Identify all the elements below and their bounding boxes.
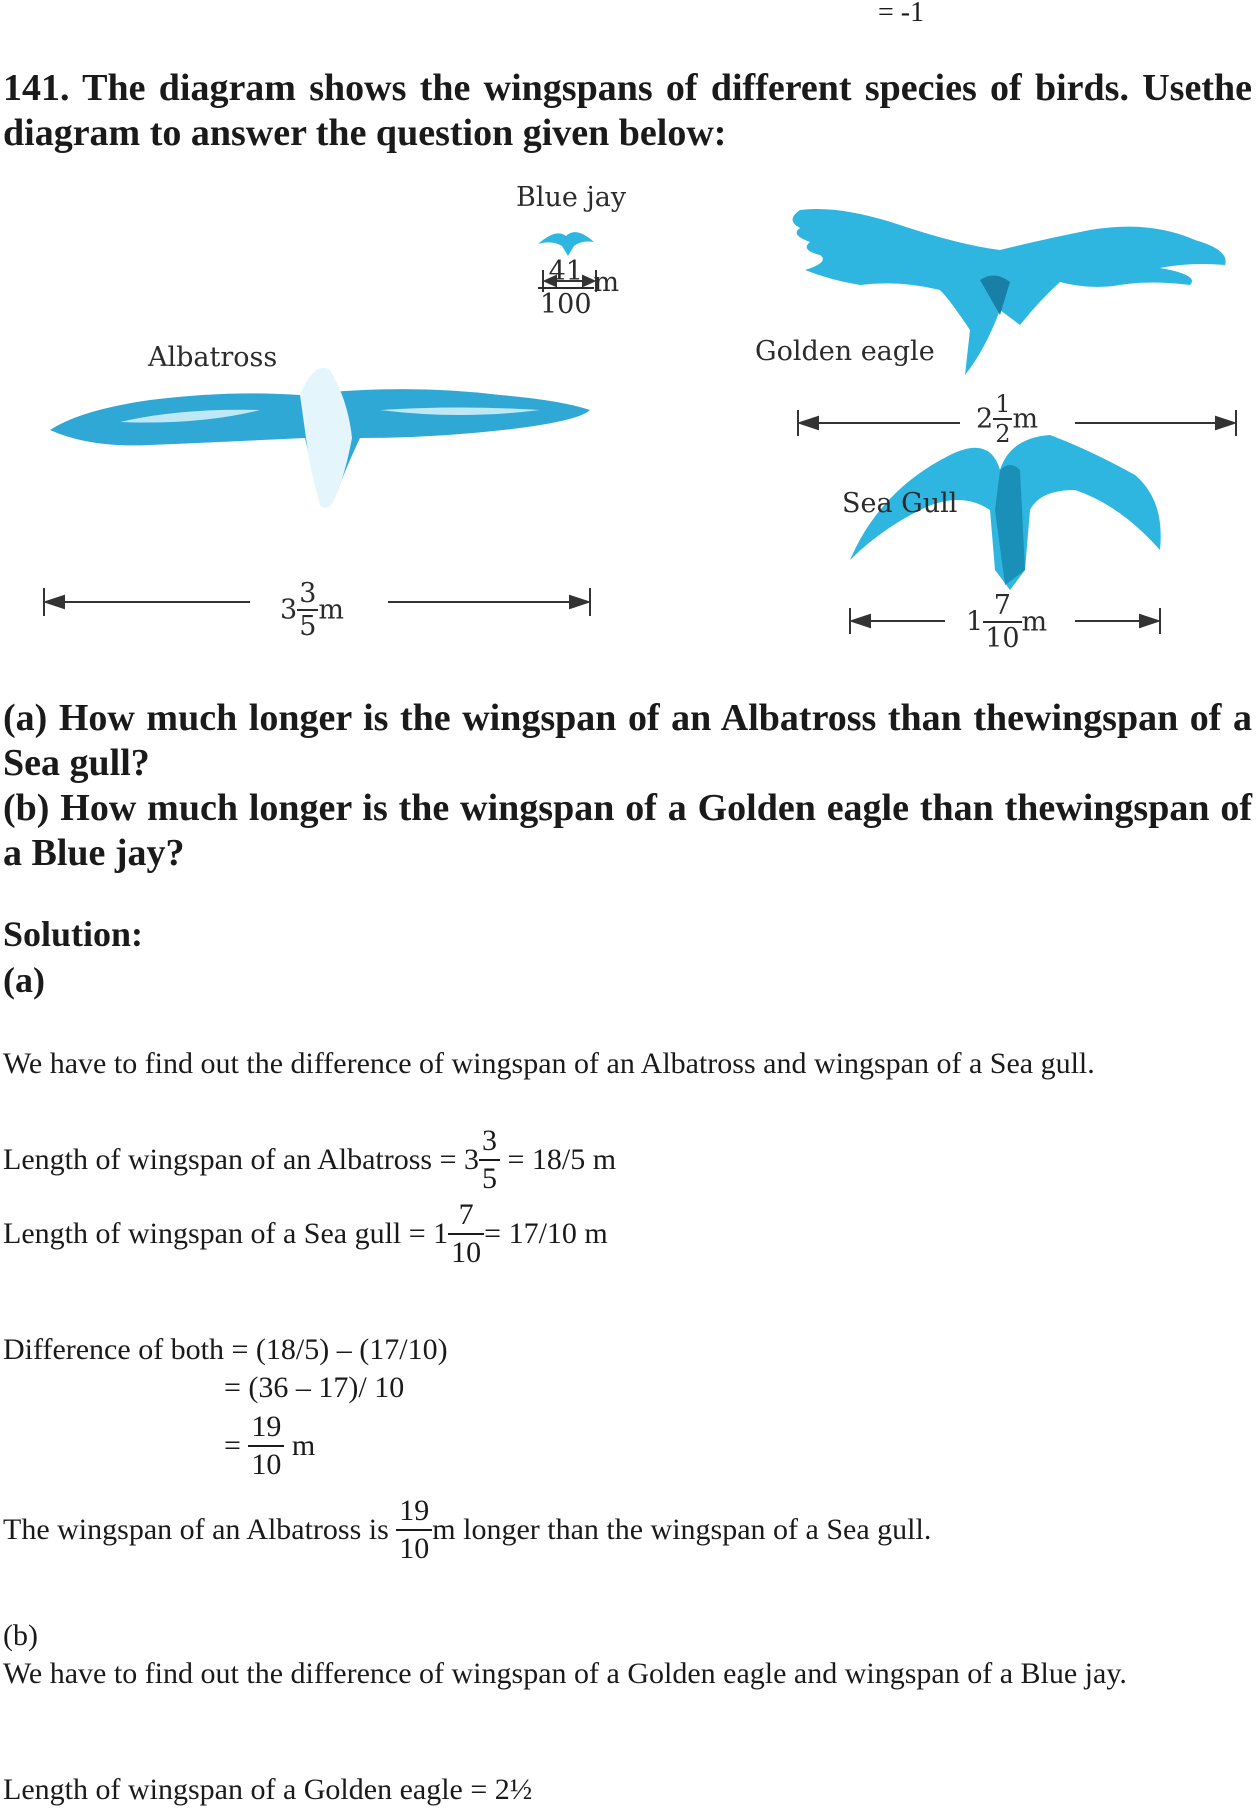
blue-jay-wingspan	[538, 258, 619, 318]
albatross-denominator: 5	[299, 611, 317, 642]
albatross-label: Albatross	[148, 342, 278, 373]
wingspan-diagram	[0, 170, 1257, 680]
seagull-length-prefix: Length of wingspan of a Sea gull = 1	[3, 1217, 449, 1250]
previous-result: = -1	[878, 0, 925, 28]
conclusion-a-suffix: m longer than the wingspan of a Sea gull.	[432, 1513, 932, 1546]
blue-jay-illustration	[538, 232, 594, 256]
albatross-length-denominator: 5	[479, 1159, 500, 1194]
conclusion-a-prefix: The wingspan of an Albatross is	[3, 1513, 397, 1546]
albatross-length-prefix: Length of wingspan of an Albatross = 3	[3, 1143, 480, 1176]
conclusion-a	[3, 1496, 931, 1564]
seagull-length-fraction	[448, 1200, 484, 1268]
difference-line-2: = (36 – 17)/ 10	[224, 1371, 405, 1404]
blue-jay-denominator: 100	[540, 289, 592, 320]
sea-gull-unit: m	[1021, 606, 1048, 638]
solution-heading: Solution:	[3, 914, 144, 954]
conclusion-a-denominator: 10	[396, 1529, 432, 1564]
albatross-fraction	[297, 580, 318, 640]
golden-eagle-whole: 2	[976, 403, 994, 435]
sea-gull-numerator: 7	[993, 590, 1011, 621]
blue-jay-unit: m	[593, 266, 620, 298]
seagull-length-numerator: 7	[458, 1198, 474, 1231]
difference-result-fraction	[248, 1412, 284, 1480]
blue-jay-numerator: 41	[548, 256, 583, 287]
sea-gull-denominator: 10	[985, 623, 1020, 654]
solution-part-a-label: (a)	[3, 960, 45, 1000]
difference-line-3	[224, 1412, 315, 1480]
sea-gull-wingspan	[966, 592, 1047, 652]
albatross-length-suffix: = 18/5 m	[500, 1143, 617, 1176]
difference-result-numerator: 19	[251, 1410, 282, 1443]
albatross-length-fraction	[479, 1126, 500, 1194]
golden-eagle-unit: m	[1012, 403, 1039, 435]
solution-part-b-label: (b)	[3, 1619, 38, 1652]
albatross-numerator: 3	[299, 578, 317, 609]
albatross-whole: 3	[280, 594, 298, 626]
golden-eagle-label: Golden eagle	[755, 336, 935, 367]
part-a-intro: We have to find out the difference of wingspan of an Albatross and wingspan of a Sea gull.	[3, 1047, 1095, 1080]
golden-eagle-numerator: 1	[995, 390, 1011, 418]
birds-illustration	[0, 170, 1257, 680]
question-part-b: (b) How much longer is the wingspan of a Golden eagle than thewingspan of a Blue jay?	[3, 787, 1252, 874]
part-b-intro: We have to find out the difference of wingspan of a Golden eagle and wingspan of a Blue jay.	[3, 1657, 1127, 1690]
seagull-length-denominator: 10	[448, 1233, 484, 1268]
albatross-length-line	[3, 1126, 616, 1194]
blue-jay-label: Blue jay	[516, 182, 627, 213]
golden-eagle-length-line: Length of wingspan of a Golden eagle = 2½	[3, 1773, 533, 1806]
albatross-wingspan	[280, 580, 344, 640]
golden-eagle-wingspan	[976, 392, 1038, 446]
sea-gull-fraction	[983, 592, 1021, 652]
difference-result-unit: m	[284, 1429, 316, 1462]
difference-line-1: Difference of both = (18/5) – (17/10)	[3, 1333, 448, 1366]
question-part-a: (a) How much longer is the wingspan of an Albatross than thewingspan of a Sea gull?	[3, 697, 1252, 784]
albatross-unit: m	[318, 594, 344, 626]
golden-eagle-denominator: 2	[995, 420, 1011, 448]
blue-jay-fraction	[538, 258, 594, 318]
conclusion-a-fraction	[396, 1496, 432, 1564]
golden-eagle-fraction	[993, 392, 1012, 446]
difference-result-prefix: =	[224, 1429, 249, 1462]
albatross-illustration	[50, 368, 590, 508]
sea-gull-whole: 1	[966, 606, 984, 638]
question-text: 141. The diagram shows the wingspans of different species of birds. Usethe diagram to answer the question given below:	[3, 67, 1252, 154]
albatross-length-numerator: 3	[482, 1124, 498, 1157]
seagull-length-suffix: = 17/10 m	[484, 1217, 608, 1250]
difference-result-denominator: 10	[248, 1445, 284, 1480]
conclusion-a-numerator: 19	[399, 1494, 430, 1527]
sea-gull-label: Sea Gull	[842, 488, 958, 519]
seagull-length-line	[3, 1200, 608, 1268]
